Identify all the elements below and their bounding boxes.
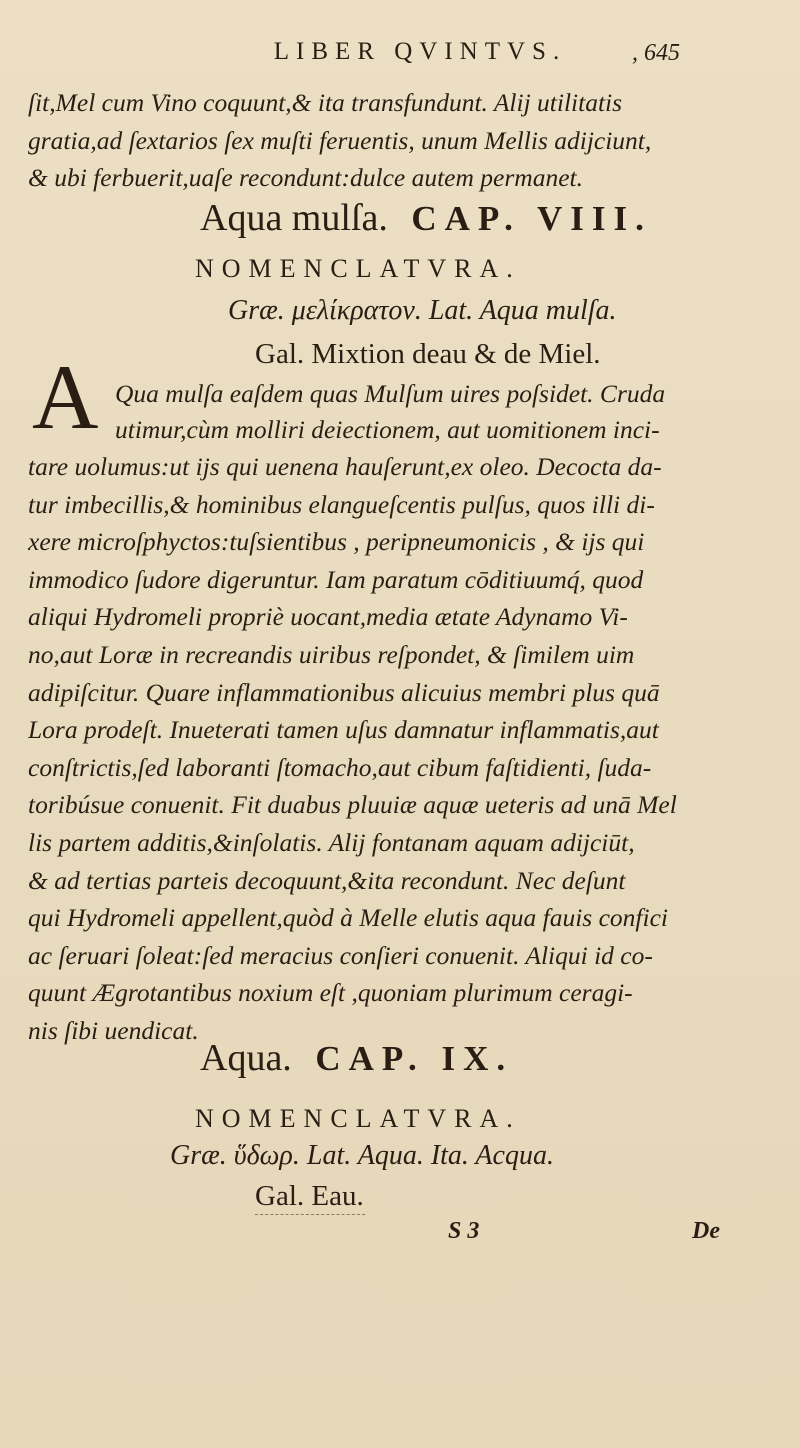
text-line: tur imbecillis,& hominibus elangueſcentis pulſus, quos illi di- [28, 489, 655, 519]
signature-mark: S 3 [448, 1218, 480, 1244]
paragraph-body [28, 448, 758, 1050]
nomenclature-label: NOMENCLATVRA. [195, 254, 521, 283]
running-head: LIBER QVINTVS. [273, 38, 567, 65]
text-line: Qua mulſa eaſdem quas Mulſum uires poſsidet. Cruda [115, 379, 666, 408]
gallic-name: Gal. Mixtion deau & de Miel. [255, 338, 601, 370]
page-number: , 645 [632, 40, 680, 66]
paragraph-opening [115, 376, 755, 448]
text-line: tare uolumus:ut ijs qui uenena hauſerunt,ex oleo. Decocta da- [28, 452, 662, 481]
text-line: ſit,Mel cum Vino coquunt,& ita transfundunt. Alij utilitatis [28, 88, 623, 117]
catchword: De [692, 1218, 720, 1244]
text-line: qui Hydromeli appellent,quòd à Melle elutis aqua fauis confici [28, 903, 668, 933]
synonyms-line: Græ. ὕδωρ. Lat. Aqua. Ita. Acqua. [170, 1140, 554, 1171]
text-line: Lora prodeſt. Inueterati tamen uſus damnatur inflammatis,aut [28, 715, 659, 745]
text-line: & ubi ferbuerit,uaſe recondunt:dulce autem permanet. [28, 163, 583, 193]
chapter-heading-viii [200, 196, 652, 240]
text-block-top [28, 84, 758, 197]
chapter-heading-ix [200, 1036, 513, 1080]
drop-cap: A [32, 346, 99, 448]
text-line: immodico ſudore digeruntur. Iam paratum cōditiuumq́, quod [28, 564, 644, 594]
text-line: xere microſphyctos:tuſsientibus , peripneumonicis , & ijs qui [28, 527, 645, 557]
text-line: no,aut Loræ in recreandis uiribus reſpondet, & ſimilem uim [28, 639, 635, 669]
synonyms-line: Græ. μελίκρατον. Lat. Aqua mulſa. [228, 295, 617, 326]
dashed-rule [255, 1214, 365, 1215]
text-line: & ad tertias parteis decoquunt,&ita recondunt. Nec deſunt [28, 865, 626, 895]
nomenclature-label: NOMENCLATVRA. [195, 1104, 521, 1133]
chapter-title: Aqua. [200, 1037, 292, 1079]
text-line: quunt Ægrotantibus noxium eſt ,quoniam plurimum ceragi- [28, 978, 633, 1008]
text-line: adipiſcitur. Quare inflammationibus alicuius membri plus quā [28, 677, 660, 707]
text-line: conſtrictis,ſed laboranti ſtomacho,aut cibum faſtidienti, ſuda- [28, 752, 652, 782]
gallic-name: Gal. Eau. [255, 1180, 364, 1212]
text-line: gratia,ad ſextarios ſex muſti feruentis, unum Mellis adijciunt, [28, 125, 652, 155]
text-line: ac ſeruari ſoleat:ſed meracius conſieri conuenit. Aliqui id co- [28, 940, 653, 970]
chapter-number: CAP. VIII. [411, 199, 652, 238]
text-line: aliqui Hydromeli propriè uocant,media ætate Adynamo Vi- [28, 602, 628, 632]
text-line: toribúsue conuenit. Fit duabus pluuiæ aquæ ueteris ad unā Mel [28, 790, 677, 820]
text-line: lis partem additis,&inſolatis. Alij fontanam aquam adijciūt, [28, 827, 635, 857]
chapter-title: Aqua mulſa. [200, 197, 388, 239]
chapter-number: CAP. IX. [315, 1039, 514, 1078]
text-line: utimur,cùm molliri deiectionem, aut uomitionem inci- [115, 415, 660, 444]
text-line: nis ſibi uendicat. [28, 1015, 199, 1045]
